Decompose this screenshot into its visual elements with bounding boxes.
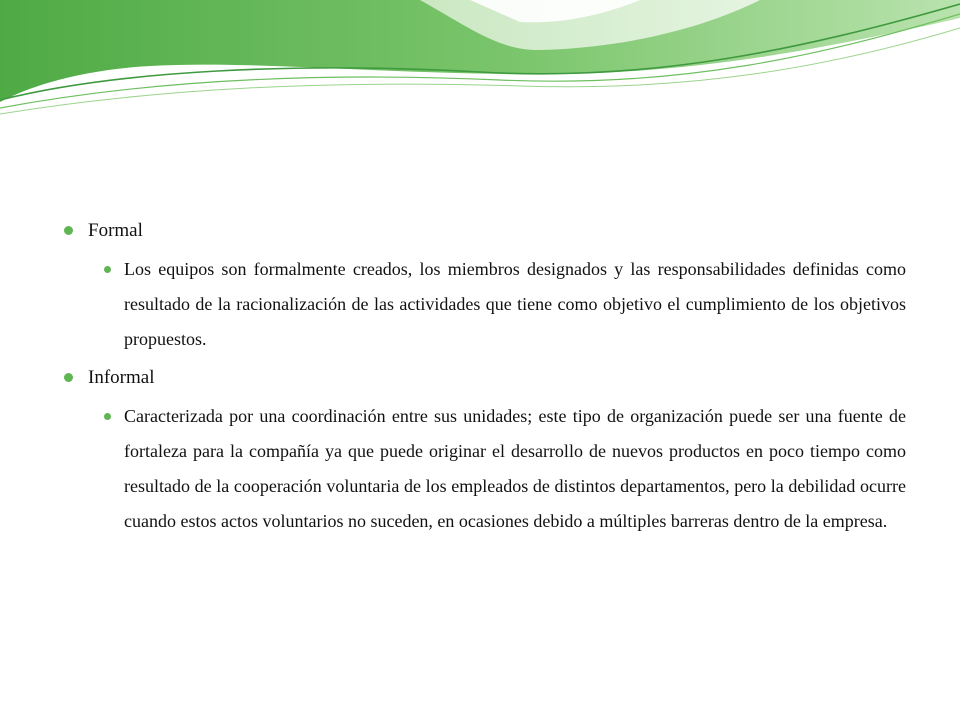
header-wave-decoration bbox=[0, 0, 960, 130]
bullet-formal bbox=[64, 216, 906, 246]
sub-bullet-formal bbox=[104, 252, 906, 357]
bullet-list bbox=[64, 216, 906, 539]
heading-informal: Informal bbox=[88, 367, 155, 388]
detail-informal: Caracterizada por una coordinación entre sus unidades; este tipo de organización puede ser una fuente de fortaleza para la compañía ya que puede originar el desarrollo de nuevos productos en poco tiempo como resultado de la cooperación voluntaria de los empleados de distintos departamentos, pero la debilidad ocurre cuando estos actos voluntarios no suceden, en ocasiones debido a múltiples barreras dentro de la empresa. bbox=[124, 406, 906, 531]
sub-bullet-dot-icon bbox=[104, 266, 111, 273]
bullet-informal bbox=[64, 363, 906, 393]
sub-bullet-informal bbox=[104, 399, 906, 539]
sub-bullet-dot-icon bbox=[104, 413, 111, 420]
detail-formal: Los equipos son formalmente creados, los miembros designados y las responsabilidades definidas como resultado de la racionalización de las actividades que tiene como objetivo el cumplimiento de los objetivos propuestos. bbox=[124, 259, 906, 349]
heading-formal: Formal bbox=[88, 220, 143, 241]
bullet-dot-icon bbox=[64, 373, 73, 382]
bullet-dot-icon bbox=[64, 226, 73, 235]
